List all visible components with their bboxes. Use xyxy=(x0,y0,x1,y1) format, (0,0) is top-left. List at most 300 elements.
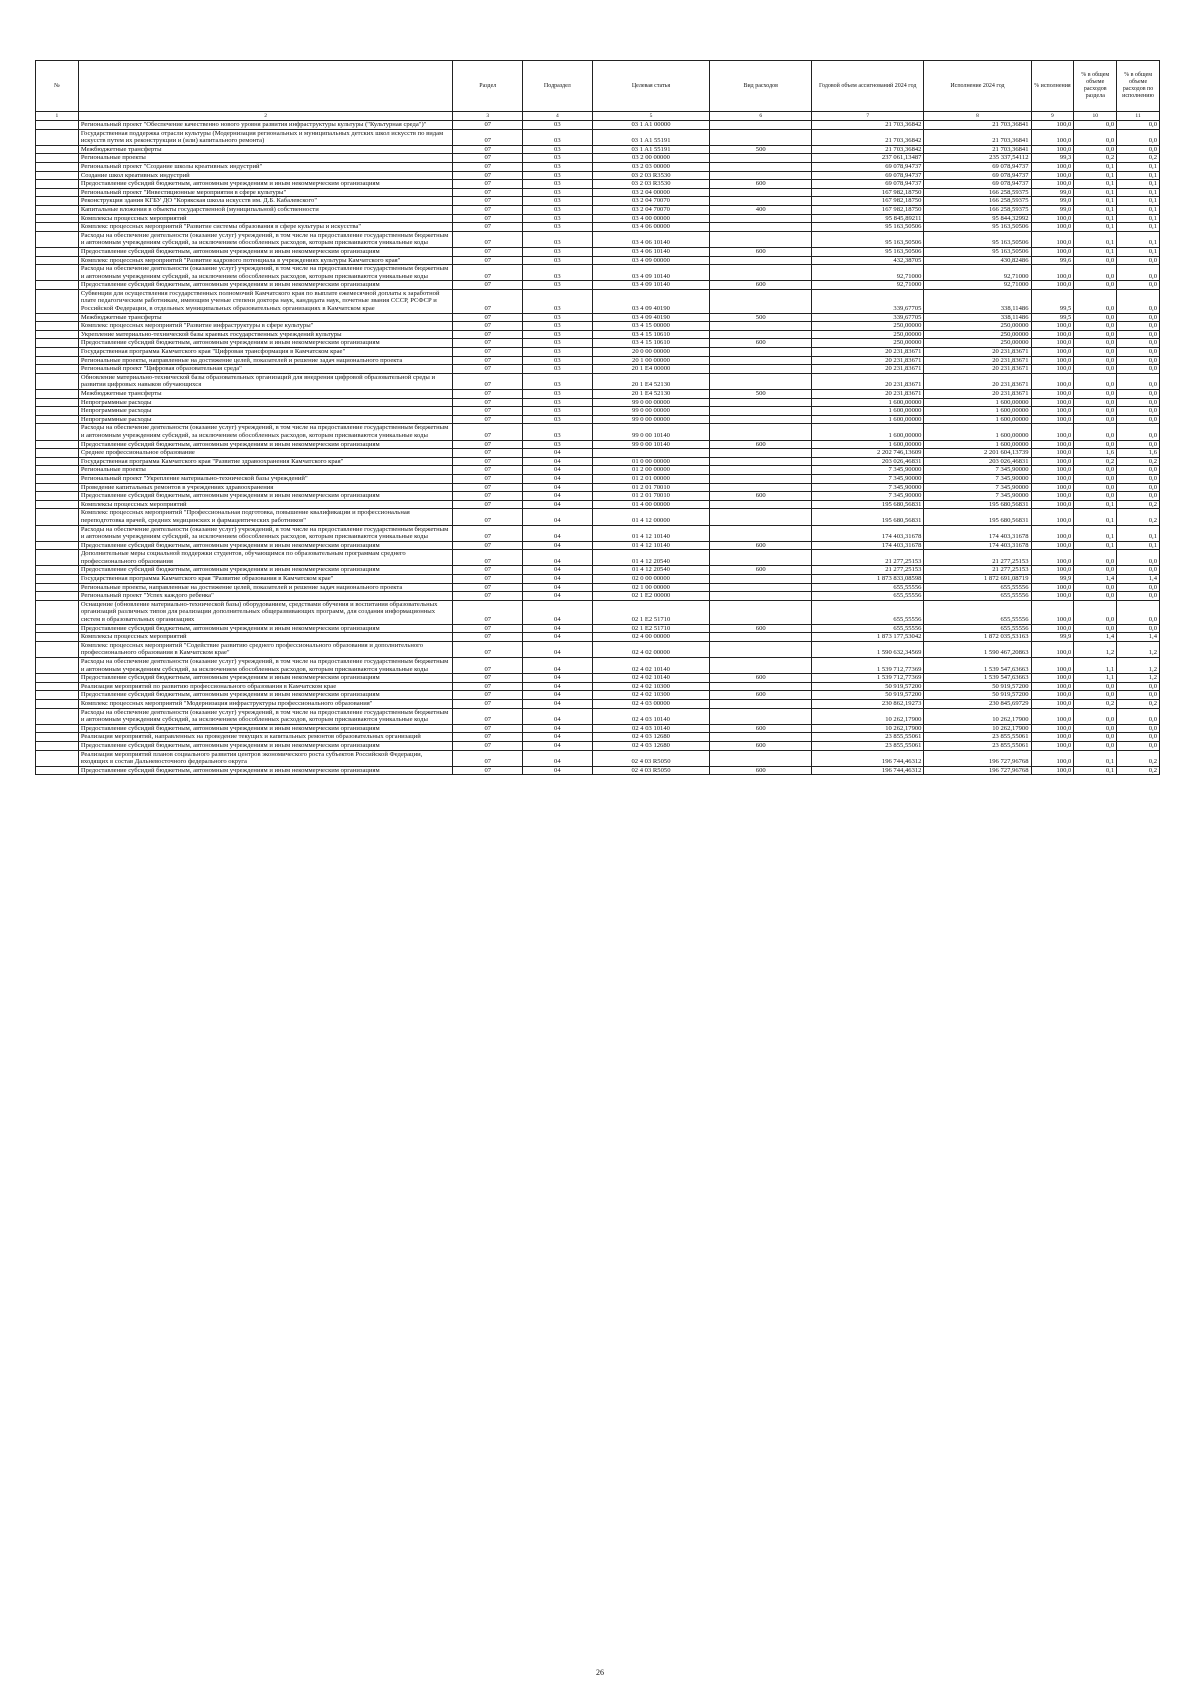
section-share-cell: 0,1 xyxy=(1074,214,1117,223)
expense-type-cell xyxy=(710,171,812,180)
razdel-cell: 07 xyxy=(453,162,523,171)
target-article-cell: 20 1 00 00000 xyxy=(592,356,710,365)
col-number: 4 xyxy=(523,112,593,121)
expense-type-cell xyxy=(710,154,812,163)
podrazdel-cell: 04 xyxy=(523,682,593,691)
execution-percent-cell: 100,0 xyxy=(1031,121,1074,130)
target-article-cell: 01 2 01 70010 xyxy=(592,492,710,501)
section-share-cell: 0,1 xyxy=(1074,750,1117,766)
execution-share-cell: 0,1 xyxy=(1117,205,1160,214)
podrazdel-cell: 03 xyxy=(523,398,593,407)
execution-cell: 1 600,00000 xyxy=(924,415,1031,424)
razdel-cell: 07 xyxy=(453,330,523,339)
row-name-cell: Капитальные вложения в объекты государственной (муниципальной) собственности xyxy=(78,205,453,214)
annual-plan-cell: 339,67705 xyxy=(812,313,924,322)
row-number-cell xyxy=(36,682,79,691)
execution-percent-cell: 100,0 xyxy=(1031,171,1074,180)
annual-plan-cell: 196 744,46312 xyxy=(812,750,924,766)
execution-cell: 21 277,25153 xyxy=(924,566,1031,575)
row-name-cell: Предоставление субсидий бюджетным, автономным учреждениям и иным некоммерческим организациям xyxy=(78,691,453,700)
execution-percent-cell: 100,0 xyxy=(1031,145,1074,154)
execution-cell: 2 201 604,13739 xyxy=(924,449,1031,458)
execution-percent-cell: 100,0 xyxy=(1031,398,1074,407)
execution-percent-cell: 100,0 xyxy=(1031,691,1074,700)
section-share-cell: 1,6 xyxy=(1074,449,1117,458)
row-number-cell xyxy=(36,180,79,189)
execution-cell: 69 078,94737 xyxy=(924,162,1031,171)
razdel-cell: 07 xyxy=(453,171,523,180)
row-number-cell xyxy=(36,256,79,265)
target-article-cell: 03 1 A1 00000 xyxy=(592,121,710,130)
podrazdel-cell: 03 xyxy=(523,171,593,180)
row-name-cell: Региональный проект "Успех каждого ребенка" xyxy=(78,592,453,601)
razdel-cell: 07 xyxy=(453,256,523,265)
target-article-cell: 03 2 03 R3530 xyxy=(592,171,710,180)
execution-cell: 196 727,96768 xyxy=(924,766,1031,775)
row-name-cell: Региональный проект "Обеспечение качественно нового уровня развития инфраструктуры культуры ("Культурная среда")" xyxy=(78,121,453,130)
execution-percent-cell: 100,0 xyxy=(1031,390,1074,399)
table-row xyxy=(36,457,1160,466)
execution-share-cell: 0,1 xyxy=(1117,231,1160,247)
annual-plan-cell: 167 982,18750 xyxy=(812,197,924,206)
podrazdel-cell: 04 xyxy=(523,457,593,466)
table-row xyxy=(36,322,1160,331)
annual-plan-cell: 174 403,31678 xyxy=(812,525,924,541)
row-number-cell xyxy=(36,583,79,592)
target-article-cell: 03 4 15 10610 xyxy=(592,339,710,348)
target-article-cell: 02 1 00 00000 xyxy=(592,583,710,592)
table-row xyxy=(36,750,1160,766)
table-row xyxy=(36,390,1160,399)
razdel-cell: 07 xyxy=(453,500,523,509)
table-row xyxy=(36,313,1160,322)
execution-share-cell: 0,0 xyxy=(1117,256,1160,265)
annual-plan-cell: 339,67705 xyxy=(812,289,924,313)
execution-cell: 430,82486 xyxy=(924,256,1031,265)
razdel-cell: 07 xyxy=(453,424,523,440)
expense-type-cell xyxy=(710,550,812,566)
row-name-cell: Комплексы процессных мероприятий xyxy=(78,500,453,509)
podrazdel-cell: 04 xyxy=(523,624,593,633)
razdel-cell: 07 xyxy=(453,197,523,206)
table-row xyxy=(36,566,1160,575)
execution-percent-cell: 100,0 xyxy=(1031,356,1074,365)
annual-plan-cell: 50 919,57200 xyxy=(812,682,924,691)
section-share-cell: 0,0 xyxy=(1074,682,1117,691)
row-number-cell xyxy=(36,741,79,750)
row-name-cell: Реализация мероприятий по развитию профессионального образования в Камчатском крае xyxy=(78,682,453,691)
razdel-cell: 07 xyxy=(453,766,523,775)
section-share-cell: 0,0 xyxy=(1074,330,1117,339)
table-row xyxy=(36,145,1160,154)
row-name-cell: Предоставление субсидий бюджетным, автономным учреждениям и иным некоммерческим организациям xyxy=(78,339,453,348)
page-number: 26 xyxy=(596,1668,604,1677)
execution-cell: 655,55556 xyxy=(924,592,1031,601)
annual-plan-cell: 95 163,50506 xyxy=(812,231,924,247)
row-name-cell: Государственная программа Камчатского края "Развитие образования в Камчатском крае" xyxy=(78,575,453,584)
target-article-cell: 20 1 E4 00000 xyxy=(592,365,710,374)
execution-share-cell: 0,1 xyxy=(1117,197,1160,206)
row-number-cell xyxy=(36,733,79,742)
podrazdel-cell: 03 xyxy=(523,407,593,416)
table-row xyxy=(36,575,1160,584)
podrazdel-cell: 04 xyxy=(523,583,593,592)
razdel-cell: 07 xyxy=(453,592,523,601)
table-row xyxy=(36,691,1160,700)
row-name-cell: Предоставление субсидий бюджетным, автономным учреждениям и иным некоммерческим организациям xyxy=(78,674,453,683)
execution-cell: 7 345,90000 xyxy=(924,492,1031,501)
table-row xyxy=(36,289,1160,313)
target-article-cell: 03 4 06 10140 xyxy=(592,247,710,256)
execution-share-cell: 0,0 xyxy=(1117,550,1160,566)
execution-percent-cell: 100,0 xyxy=(1031,322,1074,331)
execution-percent-cell: 100,0 xyxy=(1031,129,1074,145)
expense-type-cell: 600 xyxy=(710,440,812,449)
table-row xyxy=(36,541,1160,550)
row-name-cell: Комплексы процессных мероприятий xyxy=(78,214,453,223)
execution-percent-cell: 100,0 xyxy=(1031,541,1074,550)
execution-cell: 655,55556 xyxy=(924,624,1031,633)
row-number-cell xyxy=(36,575,79,584)
execution-share-cell: 0,1 xyxy=(1117,214,1160,223)
razdel-cell: 07 xyxy=(453,658,523,674)
expense-type-cell xyxy=(710,223,812,232)
expense-type-cell xyxy=(710,483,812,492)
section-share-cell: 0,0 xyxy=(1074,733,1117,742)
table-row xyxy=(36,171,1160,180)
execution-percent-cell: 100,0 xyxy=(1031,525,1074,541)
col-number: 10 xyxy=(1074,112,1117,121)
execution-cell: 655,55556 xyxy=(924,600,1031,624)
section-share-cell: 0,0 xyxy=(1074,583,1117,592)
razdel-cell: 07 xyxy=(453,600,523,624)
row-number-cell xyxy=(36,624,79,633)
row-name-cell: Комплекс процессных мероприятий "Развитие инфраструктуры в сфере культуры" xyxy=(78,322,453,331)
table-row xyxy=(36,600,1160,624)
section-share-cell: 0,0 xyxy=(1074,256,1117,265)
expense-type-cell xyxy=(710,256,812,265)
execution-cell: 50 919,57200 xyxy=(924,682,1031,691)
execution-cell: 69 078,94737 xyxy=(924,180,1031,189)
razdel-cell: 07 xyxy=(453,313,523,322)
expense-type-cell xyxy=(710,658,812,674)
target-article-cell: 99 0 00 00000 xyxy=(592,398,710,407)
podrazdel-cell: 04 xyxy=(523,674,593,683)
row-name-cell: Межбюджетные трансферты xyxy=(78,390,453,399)
section-share-cell: 0,0 xyxy=(1074,322,1117,331)
execution-cell: 23 855,55061 xyxy=(924,733,1031,742)
execution-cell: 20 231,83671 xyxy=(924,365,1031,374)
section-share-cell: 0,0 xyxy=(1074,691,1117,700)
section-share-cell: 0,0 xyxy=(1074,440,1117,449)
row-name-cell: Дополнительные меры социальной поддержки студентов, обучающимся по образовательным программам среднего профессионального образования xyxy=(78,550,453,566)
row-name-cell: Предоставление субсидий бюджетным, автономным учреждениям и иным некоммерческим организациям xyxy=(78,624,453,633)
section-share-cell: 0,2 xyxy=(1074,699,1117,708)
section-share-cell: 0,0 xyxy=(1074,339,1117,348)
row-number-cell xyxy=(36,281,79,290)
execution-share-cell: 0,1 xyxy=(1117,180,1160,189)
table-row xyxy=(36,633,1160,642)
execution-cell: 7 345,90000 xyxy=(924,474,1031,483)
execution-cell: 195 680,56831 xyxy=(924,500,1031,509)
section-share-cell: 0,0 xyxy=(1074,566,1117,575)
target-article-cell: 02 4 03 R5050 xyxy=(592,750,710,766)
razdel-cell: 07 xyxy=(453,339,523,348)
col-number: 2 xyxy=(78,112,453,121)
execution-percent-cell: 100,0 xyxy=(1031,724,1074,733)
annual-plan-cell: 195 680,56831 xyxy=(812,509,924,525)
target-article-cell: 02 4 02 10140 xyxy=(592,674,710,683)
execution-cell: 21 703,36841 xyxy=(924,121,1031,130)
row-number-cell xyxy=(36,162,79,171)
target-article-cell: 01 4 12 10140 xyxy=(592,525,710,541)
target-article-cell: 02 4 03 12680 xyxy=(592,733,710,742)
expense-type-cell xyxy=(710,214,812,223)
execution-share-cell: 0,0 xyxy=(1117,483,1160,492)
execution-share-cell: 0,0 xyxy=(1117,265,1160,281)
target-article-cell xyxy=(592,449,710,458)
table-body xyxy=(36,121,1160,775)
col-number: 9 xyxy=(1031,112,1074,121)
razdel-cell: 07 xyxy=(453,624,523,633)
table-row xyxy=(36,247,1160,256)
section-share-cell: 0,2 xyxy=(1074,457,1117,466)
col-number: 1 xyxy=(36,112,79,121)
annual-plan-cell: 167 982,18750 xyxy=(812,188,924,197)
execution-cell: 1 600,00000 xyxy=(924,407,1031,416)
section-share-cell: 0,0 xyxy=(1074,741,1117,750)
column-number-row xyxy=(36,112,1160,121)
podrazdel-cell: 03 xyxy=(523,121,593,130)
row-name-cell: Укрепление материально-технической базы краевых государственных учреждений культуры xyxy=(78,330,453,339)
execution-cell: 21 277,25153 xyxy=(924,550,1031,566)
execution-percent-cell: 100,0 xyxy=(1031,509,1074,525)
table-row xyxy=(36,415,1160,424)
razdel-cell: 07 xyxy=(453,525,523,541)
annual-plan-cell: 1 539 712,77369 xyxy=(812,658,924,674)
row-number-cell xyxy=(36,641,79,657)
execution-percent-cell: 100,0 xyxy=(1031,566,1074,575)
expense-type-cell: 500 xyxy=(710,313,812,322)
budget-execution-table xyxy=(35,60,1160,775)
execution-cell: 1 590 467,20863 xyxy=(924,641,1031,657)
expense-type-cell xyxy=(710,575,812,584)
execution-share-cell: 0,0 xyxy=(1117,373,1160,389)
table-row xyxy=(36,205,1160,214)
target-article-cell: 03 4 15 00000 xyxy=(592,322,710,331)
row-name-cell: Непрограммные расходы xyxy=(78,398,453,407)
col-number: 6 xyxy=(710,112,812,121)
target-article-cell: 03 2 03 R3530 xyxy=(592,180,710,189)
podrazdel-cell: 04 xyxy=(523,592,593,601)
expense-type-cell: 600 xyxy=(710,281,812,290)
annual-plan-cell: 250,00000 xyxy=(812,330,924,339)
execution-share-cell: 0,2 xyxy=(1117,457,1160,466)
execution-percent-cell: 100,0 xyxy=(1031,339,1074,348)
execution-share-cell: 0,2 xyxy=(1117,500,1160,509)
section-share-cell: 0,0 xyxy=(1074,600,1117,624)
execution-cell: 10 262,17900 xyxy=(924,708,1031,724)
row-number-cell xyxy=(36,674,79,683)
podrazdel-cell: 03 xyxy=(523,223,593,232)
target-article-cell: 03 4 09 40190 xyxy=(592,289,710,313)
execution-cell: 338,11486 xyxy=(924,313,1031,322)
razdel-cell: 07 xyxy=(453,566,523,575)
execution-share-cell: 0,0 xyxy=(1117,145,1160,154)
target-article-cell: 03 4 09 00000 xyxy=(592,256,710,265)
execution-cell: 50 919,57200 xyxy=(924,691,1031,700)
row-name-cell: Государственная программа Камчатского края "Развитие здравоохранения Камчатского края" xyxy=(78,457,453,466)
razdel-cell: 07 xyxy=(453,483,523,492)
row-number-cell xyxy=(36,600,79,624)
podrazdel-cell: 04 xyxy=(523,466,593,475)
razdel-cell: 07 xyxy=(453,289,523,313)
row-name-cell: Предоставление субсидий бюджетным, автономным учреждениям и иным некоммерческим организациям xyxy=(78,440,453,449)
podrazdel-cell: 04 xyxy=(523,575,593,584)
table-row xyxy=(36,154,1160,163)
section-share-cell: 0,0 xyxy=(1074,121,1117,130)
table-row xyxy=(36,365,1160,374)
razdel-cell: 07 xyxy=(453,398,523,407)
table-row xyxy=(36,129,1160,145)
razdel-cell: 07 xyxy=(453,440,523,449)
execution-cell: 196 727,96768 xyxy=(924,750,1031,766)
annual-plan-cell: 655,55556 xyxy=(812,624,924,633)
target-article-cell: 02 1 E2 51710 xyxy=(592,624,710,633)
annual-plan-cell: 20 231,83671 xyxy=(812,348,924,357)
execution-share-cell: 1,2 xyxy=(1117,658,1160,674)
target-article-cell: 01 4 12 10140 xyxy=(592,541,710,550)
execution-cell: 20 231,83671 xyxy=(924,348,1031,357)
razdel-cell: 07 xyxy=(453,541,523,550)
podrazdel-cell: 04 xyxy=(523,474,593,483)
execution-percent-cell: 100,0 xyxy=(1031,741,1074,750)
execution-percent-cell: 100,0 xyxy=(1031,457,1074,466)
col-header-name xyxy=(78,61,453,112)
table-row xyxy=(36,466,1160,475)
section-share-cell: 0,0 xyxy=(1074,313,1117,322)
row-number-cell xyxy=(36,313,79,322)
target-article-cell: 02 4 02 10140 xyxy=(592,658,710,674)
row-number-cell xyxy=(36,407,79,416)
execution-cell: 1 600,00000 xyxy=(924,440,1031,449)
annual-plan-cell: 69 078,94737 xyxy=(812,180,924,189)
row-number-cell xyxy=(36,766,79,775)
execution-share-cell: 0,0 xyxy=(1117,566,1160,575)
row-name-cell: Региональный проект "Инвестиционные мероприятия в сфере культуры" xyxy=(78,188,453,197)
execution-share-cell: 0,1 xyxy=(1117,188,1160,197)
row-number-cell xyxy=(36,154,79,163)
target-article-cell: 02 4 00 00000 xyxy=(592,633,710,642)
row-name-cell: Реализация мероприятий, направленных на проведение текущих и капитальных ремонтов образовательных организаций xyxy=(78,733,453,742)
execution-cell: 1 539 547,63663 xyxy=(924,674,1031,683)
razdel-cell: 07 xyxy=(453,180,523,189)
section-share-cell: 0,1 xyxy=(1074,223,1117,232)
podrazdel-cell: 04 xyxy=(523,550,593,566)
razdel-cell: 07 xyxy=(453,407,523,416)
razdel-cell: 07 xyxy=(453,750,523,766)
annual-plan-cell: 69 078,94737 xyxy=(812,162,924,171)
execution-percent-cell: 100,0 xyxy=(1031,214,1074,223)
target-article-cell: 03 4 09 40190 xyxy=(592,313,710,322)
annual-plan-cell: 7 345,90000 xyxy=(812,466,924,475)
podrazdel-cell: 03 xyxy=(523,197,593,206)
execution-cell: 338,11486 xyxy=(924,289,1031,313)
razdel-cell: 07 xyxy=(453,550,523,566)
row-number-cell xyxy=(36,356,79,365)
podrazdel-cell: 03 xyxy=(523,214,593,223)
podrazdel-cell: 04 xyxy=(523,566,593,575)
razdel-cell: 07 xyxy=(453,231,523,247)
expense-type-cell xyxy=(710,708,812,724)
annual-plan-cell: 1 539 712,77369 xyxy=(812,674,924,683)
expense-type-cell xyxy=(710,699,812,708)
section-share-cell: 0,0 xyxy=(1074,145,1117,154)
annual-plan-cell: 1 600,00000 xyxy=(812,415,924,424)
section-share-cell: 0,0 xyxy=(1074,129,1117,145)
row-number-cell xyxy=(36,658,79,674)
execution-share-cell: 0,0 xyxy=(1117,415,1160,424)
execution-percent-cell: 100,0 xyxy=(1031,223,1074,232)
podrazdel-cell: 04 xyxy=(523,708,593,724)
execution-cell: 250,00000 xyxy=(924,330,1031,339)
section-share-cell: 0,0 xyxy=(1074,466,1117,475)
execution-share-cell: 0,1 xyxy=(1117,525,1160,541)
execution-share-cell: 0,0 xyxy=(1117,129,1160,145)
table-row xyxy=(36,231,1160,247)
annual-plan-cell: 20 231,83671 xyxy=(812,373,924,389)
podrazdel-cell: 04 xyxy=(523,509,593,525)
execution-cell: 1 600,00000 xyxy=(924,424,1031,440)
annual-plan-cell: 655,55556 xyxy=(812,600,924,624)
podrazdel-cell: 03 xyxy=(523,180,593,189)
podrazdel-cell: 03 xyxy=(523,322,593,331)
table-row xyxy=(36,766,1160,775)
col-header-target-article: Целевая статья xyxy=(592,61,710,112)
row-name-cell: Региональные проекты xyxy=(78,466,453,475)
execution-cell: 166 258,59375 xyxy=(924,188,1031,197)
row-number-cell xyxy=(36,457,79,466)
expense-type-cell: 600 xyxy=(710,492,812,501)
table-row xyxy=(36,509,1160,525)
razdel-cell: 07 xyxy=(453,641,523,657)
row-name-cell: Расходы на обеспечение деятельности (оказание услуг) учреждений, в том числе на предоставление государственным бюджетным и автономным учреждениям субсидий, за исключением обособленных расходов, которым присваиваются уникальные коды xyxy=(78,525,453,541)
podrazdel-cell: 03 xyxy=(523,281,593,290)
table-row xyxy=(36,356,1160,365)
row-number-cell xyxy=(36,592,79,601)
row-name-cell: Предоставление субсидий бюджетным, автономным учреждениям и иным некоммерческим организациям xyxy=(78,247,453,256)
execution-share-cell: 0,0 xyxy=(1117,724,1160,733)
col-header-number: № xyxy=(36,61,79,112)
target-article-cell: 99 0 00 10140 xyxy=(592,440,710,449)
row-number-cell xyxy=(36,348,79,357)
expense-type-cell xyxy=(710,592,812,601)
row-number-cell xyxy=(36,365,79,374)
table-row xyxy=(36,373,1160,389)
table-row xyxy=(36,265,1160,281)
podrazdel-cell: 04 xyxy=(523,633,593,642)
podrazdel-cell: 03 xyxy=(523,373,593,389)
execution-share-cell: 0,0 xyxy=(1117,121,1160,130)
target-article-cell: 01 4 12 20540 xyxy=(592,566,710,575)
expense-type-cell: 600 xyxy=(710,674,812,683)
table-row xyxy=(36,180,1160,189)
col-header-execution-share: % в общем объеме расходов по исполнению xyxy=(1117,61,1160,112)
podrazdel-cell: 03 xyxy=(523,390,593,399)
expense-type-cell xyxy=(710,121,812,130)
row-number-cell xyxy=(36,492,79,501)
podrazdel-cell: 03 xyxy=(523,188,593,197)
